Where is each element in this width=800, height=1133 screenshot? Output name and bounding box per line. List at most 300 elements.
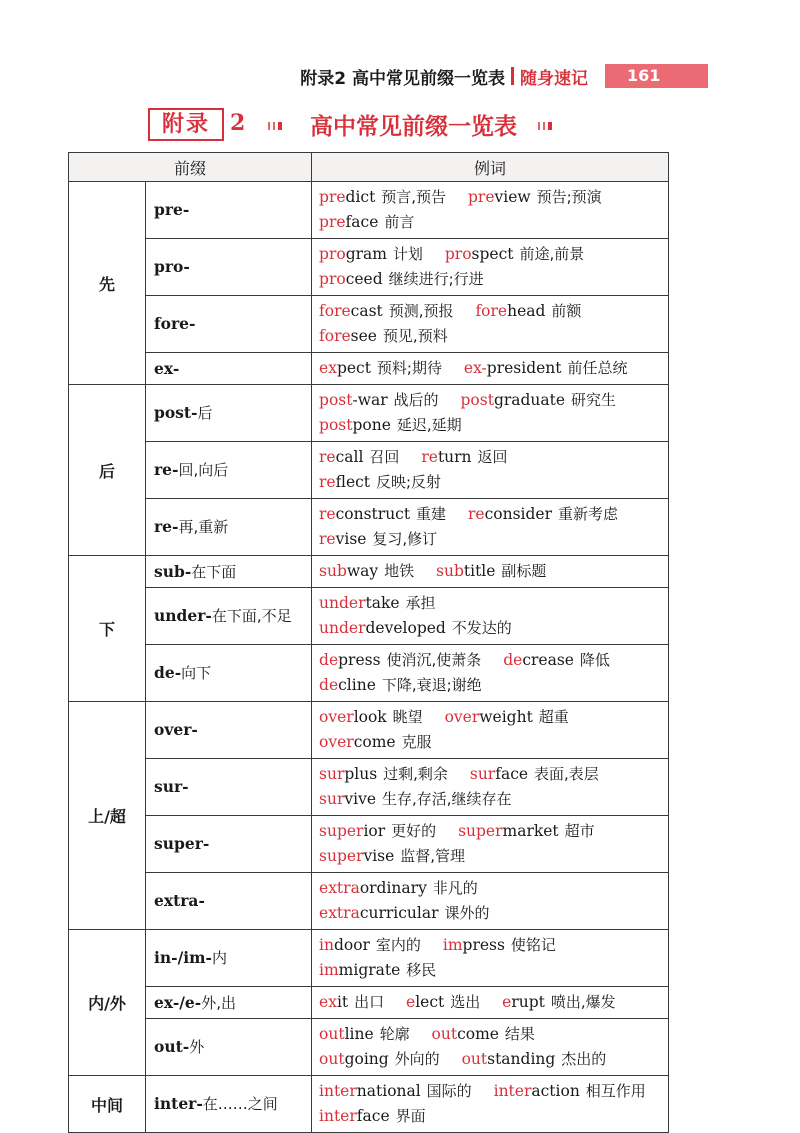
example-prefix: post bbox=[319, 391, 353, 409]
example-root: weight bbox=[479, 708, 533, 726]
section-title: 高中常见前缀一览表 bbox=[310, 114, 517, 140]
example-word bbox=[319, 1025, 410, 1043]
prefix-text: post- bbox=[154, 403, 198, 422]
example-prefix: super bbox=[319, 822, 364, 840]
example-word bbox=[470, 765, 599, 783]
example-meaning: 下降,衰退;谢绝 bbox=[381, 676, 482, 694]
example-word bbox=[319, 790, 512, 808]
example-root: developed bbox=[365, 619, 446, 637]
prefix-text: inter- bbox=[154, 1094, 203, 1113]
example-root: face bbox=[345, 213, 379, 231]
example-word bbox=[319, 505, 446, 523]
example-meaning: 返回 bbox=[477, 448, 508, 466]
prefix-text: re- bbox=[154, 460, 179, 479]
example-word bbox=[319, 270, 484, 288]
example-root: -war bbox=[352, 391, 388, 409]
example-prefix: post bbox=[460, 391, 494, 409]
example-meaning: 喷出,爆发 bbox=[550, 993, 616, 1011]
example-meaning: 重建 bbox=[416, 505, 447, 523]
example-root: action bbox=[531, 1082, 580, 1100]
prefix-text: ex-/e- bbox=[154, 992, 202, 1012]
example-word bbox=[443, 936, 556, 954]
example-word bbox=[468, 188, 602, 206]
prefix-text: sur- bbox=[154, 777, 189, 796]
example-root: take bbox=[365, 594, 400, 612]
example-prefix: pro bbox=[319, 245, 346, 263]
example-meaning: 使铭记 bbox=[510, 936, 556, 954]
example-root: see bbox=[350, 327, 377, 345]
examples-cell bbox=[312, 499, 669, 556]
example-word bbox=[461, 391, 617, 409]
example-word bbox=[319, 651, 481, 669]
header-divider bbox=[511, 67, 514, 85]
example-root: face bbox=[356, 1107, 390, 1125]
example-meaning: 反映;反射 bbox=[375, 473, 442, 491]
example-prefix: im bbox=[319, 961, 339, 979]
example-prefix: fore bbox=[319, 327, 351, 345]
example-meaning: 降低 bbox=[579, 651, 610, 669]
prefix-meaning: 后 bbox=[197, 404, 213, 422]
example-meaning: 地铁 bbox=[384, 562, 415, 580]
prefix-cell bbox=[146, 930, 312, 987]
examples-cell bbox=[312, 353, 669, 385]
example-word bbox=[319, 416, 462, 434]
example-word bbox=[319, 1050, 440, 1068]
example-prefix: super bbox=[319, 847, 364, 865]
prefix-text: in-/im- bbox=[154, 948, 212, 967]
example-word bbox=[319, 993, 384, 1011]
prefix-text: ex- bbox=[154, 358, 180, 378]
example-word bbox=[319, 733, 432, 751]
example-word bbox=[319, 188, 446, 206]
series-name: 随身速记 bbox=[520, 69, 588, 89]
examples-cell bbox=[312, 588, 669, 645]
examples-cell bbox=[312, 816, 669, 873]
example-root: call bbox=[335, 448, 364, 466]
example-word bbox=[319, 473, 441, 491]
example-root: come bbox=[353, 733, 396, 751]
prefix-meaning: 外,出 bbox=[201, 993, 237, 1012]
example-root: spect bbox=[471, 245, 514, 263]
example-root: construct bbox=[335, 505, 411, 523]
group-label: 上/超 bbox=[69, 702, 146, 930]
example-meaning: 更好的 bbox=[391, 822, 437, 840]
example-word bbox=[319, 879, 478, 897]
prefix-cell bbox=[146, 353, 312, 385]
prefix-text: under- bbox=[154, 606, 212, 625]
example-word bbox=[319, 708, 423, 726]
example-meaning: 副标题 bbox=[501, 562, 547, 580]
example-root: market bbox=[502, 822, 559, 840]
prefix-meaning: 向下 bbox=[181, 664, 212, 682]
running-header-title: 附录2 高中常见前缀一览表 bbox=[300, 69, 505, 89]
example-word bbox=[468, 505, 618, 523]
example-word bbox=[319, 765, 448, 783]
example-word bbox=[319, 676, 482, 694]
example-prefix: pre bbox=[319, 188, 346, 206]
example-meaning: 监督,管理 bbox=[400, 847, 466, 865]
example-root: dict bbox=[345, 188, 376, 206]
prefix-cell bbox=[146, 239, 312, 296]
example-root: curricular bbox=[359, 904, 439, 922]
example-root: lect bbox=[415, 993, 445, 1011]
example-prefix: de bbox=[319, 651, 339, 669]
prefix-meaning: 再,重新 bbox=[178, 518, 229, 536]
example-meaning: 预测,预报 bbox=[388, 302, 454, 320]
header-prefix: 前缀 bbox=[69, 153, 312, 182]
prefix-text: extra- bbox=[154, 891, 205, 910]
example-word bbox=[464, 359, 628, 377]
example-meaning: 复习,修订 bbox=[372, 530, 438, 548]
example-prefix: sur bbox=[469, 765, 496, 783]
example-meaning: 表面,表层 bbox=[534, 765, 599, 783]
example-root: face bbox=[495, 765, 529, 783]
table-row bbox=[69, 1019, 669, 1076]
example-root: door bbox=[333, 936, 370, 954]
example-meaning: 轮廓 bbox=[379, 1025, 410, 1043]
examples-cell bbox=[312, 296, 669, 353]
example-prefix: pre bbox=[467, 188, 495, 206]
table-row bbox=[69, 385, 669, 442]
example-prefix: pre bbox=[319, 213, 346, 231]
prefix-cell bbox=[146, 1019, 312, 1076]
prefix-cell bbox=[146, 182, 312, 239]
example-prefix: out bbox=[319, 1025, 345, 1043]
prefix-text: re- bbox=[154, 517, 179, 536]
example-meaning: 移民 bbox=[406, 961, 437, 979]
example-word bbox=[319, 1082, 472, 1100]
example-prefix: extra bbox=[319, 879, 360, 897]
example-prefix: in bbox=[319, 936, 334, 954]
example-meaning: 预言,预告 bbox=[381, 188, 447, 206]
prefix-cell bbox=[146, 442, 312, 499]
table-row bbox=[69, 556, 669, 588]
example-meaning: 选出 bbox=[450, 993, 481, 1011]
example-word bbox=[445, 708, 569, 726]
example-meaning: 生存,存活,继续存在 bbox=[381, 790, 512, 808]
prefix-text: pro- bbox=[154, 257, 190, 276]
example-meaning: 前言 bbox=[384, 213, 415, 231]
examples-cell bbox=[312, 1019, 669, 1076]
prefix-cell bbox=[146, 702, 312, 759]
examples-cell bbox=[312, 556, 669, 588]
example-word bbox=[503, 651, 610, 669]
example-word bbox=[319, 1107, 426, 1125]
example-meaning: 预料;期待 bbox=[376, 359, 442, 377]
example-word bbox=[319, 530, 437, 548]
example-root: it bbox=[336, 993, 349, 1011]
example-word bbox=[319, 562, 414, 580]
example-meaning: 室内的 bbox=[375, 936, 421, 954]
example-word bbox=[436, 562, 546, 580]
examples-cell bbox=[312, 645, 669, 702]
prefix-meaning: 回,向后 bbox=[178, 461, 229, 479]
example-root: graduate bbox=[493, 391, 566, 409]
example-prefix: sub bbox=[319, 562, 347, 580]
example-root: standing bbox=[487, 1050, 556, 1068]
prefix-cell bbox=[146, 816, 312, 873]
example-root: national bbox=[356, 1082, 421, 1100]
examples-cell bbox=[312, 702, 669, 759]
table-row bbox=[69, 296, 669, 353]
example-word bbox=[421, 448, 507, 466]
example-meaning: 前途,前景 bbox=[519, 245, 585, 263]
example-word bbox=[319, 936, 421, 954]
prefix-cell bbox=[146, 873, 312, 930]
example-prefix: sur bbox=[319, 790, 345, 808]
example-word bbox=[319, 391, 439, 409]
example-prefix: post bbox=[319, 416, 353, 434]
prefix-meaning: 内 bbox=[211, 949, 227, 967]
example-prefix: pro bbox=[444, 245, 472, 263]
example-root: cast bbox=[350, 302, 383, 320]
examples-cell bbox=[312, 930, 669, 987]
example-prefix: pro bbox=[319, 270, 346, 288]
example-word bbox=[319, 448, 399, 466]
example-root: line bbox=[344, 1025, 374, 1043]
table-header-row bbox=[69, 153, 669, 182]
example-prefix: e bbox=[406, 993, 416, 1011]
table-row bbox=[69, 1076, 669, 1133]
group-label: 先 bbox=[69, 182, 146, 385]
example-prefix: ex bbox=[319, 359, 337, 377]
example-prefix: over bbox=[319, 733, 354, 751]
example-prefix: inter bbox=[493, 1082, 532, 1100]
table-row bbox=[69, 873, 669, 930]
example-root: ior bbox=[363, 822, 386, 840]
example-root: vise bbox=[363, 847, 395, 865]
example-meaning: 战后的 bbox=[393, 391, 439, 409]
group-label: 下 bbox=[69, 556, 146, 702]
example-word bbox=[432, 1025, 535, 1043]
example-prefix: re bbox=[319, 473, 336, 491]
prefix-cell bbox=[146, 987, 312, 1019]
example-word bbox=[458, 822, 595, 840]
example-meaning: 克服 bbox=[401, 733, 432, 751]
example-prefix: ex bbox=[319, 993, 337, 1011]
appendix-number: 2 bbox=[230, 110, 246, 136]
example-prefix: under bbox=[319, 619, 366, 637]
example-meaning: 不发达的 bbox=[451, 619, 512, 637]
header-examples: 例词 bbox=[312, 153, 669, 182]
example-prefix: re bbox=[319, 448, 336, 466]
example-meaning: 出口 bbox=[354, 993, 385, 1011]
table-row bbox=[69, 816, 669, 873]
example-root: gram bbox=[345, 245, 387, 263]
example-meaning: 相互作用 bbox=[585, 1082, 646, 1100]
example-meaning: 结果 bbox=[504, 1025, 535, 1043]
examples-cell bbox=[312, 239, 669, 296]
example-meaning: 预告;预演 bbox=[536, 188, 602, 206]
example-prefix: over bbox=[444, 708, 480, 726]
example-meaning: 预见,预料 bbox=[382, 327, 448, 345]
example-prefix: re bbox=[421, 448, 438, 466]
examples-cell bbox=[312, 987, 669, 1019]
example-word bbox=[319, 822, 436, 840]
example-root: come bbox=[457, 1025, 499, 1043]
example-prefix: under bbox=[319, 594, 366, 612]
example-prefix: out bbox=[319, 1050, 345, 1068]
prefix-cell bbox=[146, 588, 312, 645]
example-meaning: 界面 bbox=[395, 1107, 426, 1125]
example-root: look bbox=[353, 708, 387, 726]
prefix-text: out- bbox=[154, 1037, 190, 1056]
example-prefix: fore bbox=[319, 302, 351, 320]
prefix-cell bbox=[146, 385, 312, 442]
example-meaning: 杰出的 bbox=[561, 1050, 607, 1068]
example-prefix: e bbox=[502, 993, 512, 1011]
example-root: press bbox=[338, 651, 381, 669]
example-root: ceed bbox=[345, 270, 383, 288]
example-meaning: 继续进行;行进 bbox=[388, 270, 484, 288]
example-root: vise bbox=[335, 530, 367, 548]
example-word bbox=[319, 619, 512, 637]
example-root: migrate bbox=[338, 961, 401, 979]
example-prefix: out bbox=[431, 1025, 458, 1043]
example-root: rupt bbox=[511, 993, 545, 1011]
example-prefix: out bbox=[461, 1050, 488, 1068]
example-word bbox=[319, 302, 453, 320]
prefix-cell bbox=[146, 1076, 312, 1133]
group-label: 后 bbox=[69, 385, 146, 556]
example-prefix: re bbox=[467, 505, 485, 523]
example-meaning: 非凡的 bbox=[432, 879, 478, 897]
example-root: ordinary bbox=[359, 879, 427, 897]
example-meaning: 召回 bbox=[369, 448, 400, 466]
example-meaning: 使消沉,使萧条 bbox=[386, 651, 482, 669]
table-row bbox=[69, 499, 669, 556]
prefix-table bbox=[68, 152, 669, 1133]
table-row bbox=[69, 239, 669, 296]
example-root: head bbox=[507, 302, 546, 320]
example-meaning: 国际的 bbox=[426, 1082, 472, 1100]
example-root: pect bbox=[336, 359, 371, 377]
example-root: president bbox=[486, 359, 562, 377]
example-prefix: re bbox=[319, 505, 336, 523]
examples-cell bbox=[312, 385, 669, 442]
example-prefix: de bbox=[319, 676, 339, 694]
example-root: plus bbox=[344, 765, 378, 783]
example-root: flect bbox=[335, 473, 371, 491]
example-prefix: inter bbox=[319, 1082, 357, 1100]
example-meaning: 前额 bbox=[551, 302, 582, 320]
example-prefix: extra bbox=[319, 904, 360, 922]
example-prefix: sur bbox=[319, 765, 345, 783]
example-meaning: 眺望 bbox=[392, 708, 423, 726]
examples-cell bbox=[312, 442, 669, 499]
group-label: 内/外 bbox=[69, 930, 146, 1076]
example-meaning: 外向的 bbox=[394, 1050, 440, 1068]
example-meaning: 计划 bbox=[392, 245, 423, 263]
example-prefix: re bbox=[319, 530, 336, 548]
decor-left-marks bbox=[268, 122, 282, 130]
example-word bbox=[319, 847, 465, 865]
section-heading bbox=[140, 108, 700, 144]
example-word bbox=[319, 359, 442, 377]
example-word bbox=[319, 594, 435, 612]
example-word bbox=[445, 245, 584, 263]
prefix-text: over- bbox=[154, 720, 198, 739]
example-prefix: fore bbox=[475, 302, 508, 320]
table-row bbox=[69, 353, 669, 385]
example-word bbox=[502, 993, 615, 1011]
appendix-label-box: 附录 bbox=[148, 108, 224, 141]
example-meaning: 延迟,延期 bbox=[396, 416, 462, 434]
example-root: title bbox=[463, 562, 496, 580]
table-row bbox=[69, 182, 669, 239]
examples-cell bbox=[312, 759, 669, 816]
running-header bbox=[0, 64, 800, 88]
example-root: cline bbox=[338, 676, 376, 694]
table-row bbox=[69, 442, 669, 499]
prefix-cell bbox=[146, 759, 312, 816]
examples-cell bbox=[312, 1076, 669, 1133]
prefix-meaning: 在……之间 bbox=[202, 1095, 278, 1113]
example-root: pone bbox=[352, 416, 391, 434]
example-root: crease bbox=[522, 651, 574, 669]
group-label: 中间 bbox=[69, 1076, 146, 1133]
example-root: consider bbox=[484, 505, 552, 523]
prefix-cell bbox=[146, 645, 312, 702]
example-prefix: sub bbox=[436, 562, 464, 580]
table-row bbox=[69, 930, 669, 987]
example-meaning: 课外的 bbox=[444, 904, 490, 922]
prefix-text: fore- bbox=[154, 314, 196, 333]
example-root: going bbox=[344, 1050, 389, 1068]
example-word bbox=[319, 904, 489, 922]
examples-cell bbox=[312, 873, 669, 930]
prefix-cell bbox=[146, 296, 312, 353]
table-row bbox=[69, 645, 669, 702]
example-meaning: 研究生 bbox=[571, 391, 617, 409]
example-meaning: 过剩,剩余 bbox=[383, 765, 448, 783]
table-body bbox=[69, 182, 669, 1133]
prefix-text: pre- bbox=[154, 200, 190, 219]
example-word bbox=[319, 245, 423, 263]
example-meaning: 超重 bbox=[538, 708, 569, 726]
example-word bbox=[462, 1050, 607, 1068]
example-root: view bbox=[494, 188, 531, 206]
prefix-text: de- bbox=[154, 663, 182, 682]
page-number: 161 bbox=[605, 64, 708, 88]
prefix-cell bbox=[146, 556, 312, 588]
example-root: vive bbox=[344, 790, 377, 808]
prefix-text: sub- bbox=[154, 561, 192, 581]
example-prefix: inter bbox=[319, 1107, 357, 1125]
prefix-meaning: 在下面,不足 bbox=[211, 607, 292, 625]
example-meaning: 重新考虑 bbox=[557, 505, 618, 523]
prefix-meaning: 在下面 bbox=[191, 562, 237, 581]
example-word bbox=[319, 213, 414, 231]
example-word bbox=[475, 302, 581, 320]
example-root: way bbox=[346, 562, 379, 580]
example-prefix: ex- bbox=[463, 359, 487, 377]
example-word bbox=[494, 1082, 646, 1100]
example-prefix: over bbox=[319, 708, 354, 726]
example-root: press bbox=[462, 936, 505, 954]
table-row bbox=[69, 759, 669, 816]
table-row bbox=[69, 702, 669, 759]
example-word bbox=[319, 327, 448, 345]
example-meaning: 前任总统 bbox=[567, 359, 628, 377]
prefix-cell bbox=[146, 499, 312, 556]
example-prefix: im bbox=[442, 936, 463, 954]
example-word bbox=[406, 993, 480, 1011]
table-row bbox=[69, 987, 669, 1019]
example-prefix: de bbox=[503, 651, 523, 669]
example-meaning: 超市 bbox=[564, 822, 595, 840]
example-prefix: super bbox=[458, 822, 503, 840]
